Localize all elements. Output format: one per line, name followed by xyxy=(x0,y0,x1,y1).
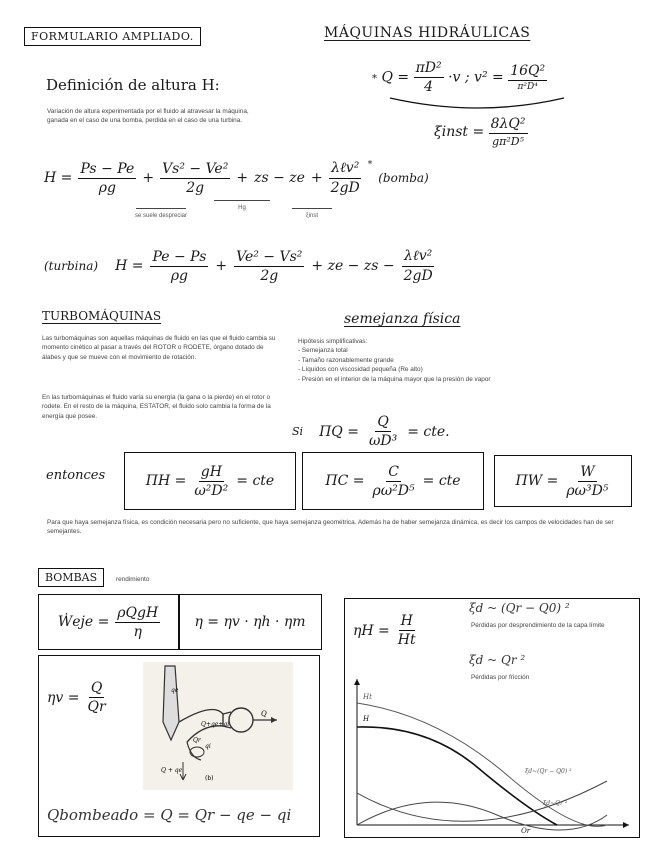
diagram-label: qi xyxy=(205,743,211,750)
hyp-item: - Presión en el interior de la máquina mayor que la presión de vapor xyxy=(298,375,491,383)
hydraulic-efficiency-box xyxy=(344,598,640,838)
eta-v-formula: ηv = $\frac{Q}{Qr}$ xyxy=(47,680,106,715)
hyp-item: - Tamaño razonablemente grande xyxy=(298,356,394,364)
xi-desprendimiento-desc: Pérdidas por desprendimiento de la capa límite xyxy=(471,622,605,629)
eta-h-formula: ηH = $\frac{H}{Ht}$ xyxy=(353,613,416,648)
q-bombeado-formula: Qbombeado = Q = Qr − qe − qi xyxy=(47,806,292,824)
q-velocity-formula: * Q = $\frac{\text{πD²}}{4}$ ·v ; v² = $\frac{\text{16Q²}}{\text{π²D⁴}}$ xyxy=(372,60,546,95)
sep-label: ξd~(Qr − Q0) ² xyxy=(525,768,572,775)
semejanza-note: Para que haya semejanza física, es condición necesaria pero no suficiente, que haya semejanza geométrica. Además ha de haber semejanza dinámica, es decir los campos de velocidades han de ser semejantes. xyxy=(47,519,614,536)
diagram-label: qe xyxy=(171,687,179,694)
diagram-label: Q xyxy=(261,710,267,718)
maquinas-title: MÁQUINAS HIDRÁULICAS xyxy=(324,25,531,41)
turbina-equation: (turbina) H = $\frac{Pe - Ps}{\rho g}$ + $\frac{\text{Ve² − Vs²}}{2g}$ + ze − zs − $\frac{\text{λℓv²}}{2gD}$ xyxy=(44,248,433,284)
weje-box: Ẇeje = $\frac{\text{ρQgH}}{\eta}$ xyxy=(38,594,180,650)
friction-curve xyxy=(357,781,607,821)
semejanza-title: semejanza física xyxy=(344,311,461,327)
eta-total-box: η = ηv · ηh · ηm xyxy=(178,594,322,650)
diagram-label: Q+qe+qi xyxy=(201,721,230,728)
fric-label: ξd~Qr ² xyxy=(543,800,568,807)
bomba-equation: H = $\frac{Ps - Pe}{\rho g}$ + $\frac{\text{Vs² − Ve²}}{2g}$ + zs − ze + $\frac{\text{λℓv²}}{2gD}$ * (bomba) xyxy=(44,160,429,196)
turbomaquinas-p1: Las turbomáquinas son aquellas máquinas de fluido en las que el fluido cambia su momento cinético al pasar a través del ROTOR o RODETE, órgano dotado de álabes y que se mueve con el movimiento de rotación. xyxy=(42,335,276,361)
xi-friccion: ξd ~ Qr ² xyxy=(469,653,526,667)
h-curve xyxy=(357,727,557,825)
bombas-title-box: BOMBAS xyxy=(38,568,104,587)
separation-curve xyxy=(357,802,607,830)
entonces-label: entonces xyxy=(46,468,106,483)
pi-c-box: ΠC = $\frac{C}{\text{ρω²D⁵}}$ = cte xyxy=(302,452,484,510)
brace-line xyxy=(388,96,568,116)
diagram-label: Qr xyxy=(193,737,201,744)
diagram-label: (b) xyxy=(205,775,214,782)
pi-h-box: ΠH = $\frac{gH}{\text{ω²D²}}$ = cte xyxy=(124,452,296,510)
volumetric-box xyxy=(38,655,320,837)
ht-curve xyxy=(357,703,607,826)
turbomaquinas-title: TURBOMÁQUINAS xyxy=(42,309,162,323)
altura-title: Definición de altura H: xyxy=(46,76,220,94)
head-curves-graph xyxy=(347,675,635,833)
h-label: H xyxy=(363,715,370,723)
hyp-item: - Líquidos con viscosidad pequeña (Re alto) xyxy=(298,366,423,374)
pi-w-box: ΠW = $\frac{W}{\text{ρω³D⁵}}$ xyxy=(494,455,632,507)
diagram-label: Q + qe xyxy=(161,767,183,774)
xi-friccion-desc: Pérdidas por fricción xyxy=(471,674,530,681)
x-label: Qr xyxy=(521,827,531,833)
formulario-title-box: FORMULARIO AMPLIADO. xyxy=(24,27,201,46)
pump-leak-diagram xyxy=(143,662,293,790)
rendimiento-label: rendimiento xyxy=(116,576,150,583)
ht-label: Ht xyxy=(363,693,372,701)
xi-desprendimiento: ξd ~ (Qr − Q0) ² xyxy=(469,601,570,615)
pi-q-formula: Si ΠQ = $\frac{Q}{\text{ωD³}}$ = cte. xyxy=(292,414,450,449)
altura-description: Variación de altura experimentada por el fluido al atravesar la máquina, ganada en el caso de una bomba, perdida en el caso de una turbina. xyxy=(47,108,249,125)
hyp-item: - Semejanza total xyxy=(298,347,348,355)
star-mark: * xyxy=(372,73,377,85)
hipotesis-list: Hipótesis simplificativas: - Semejanza total - Tamaño razonablemente grande - Líquidos con viscosidad pequeña (Re alto) - Presión en el interior de la máquina mayor que la presión de vapor xyxy=(298,337,618,384)
turbomaquinas-p2: En las turbomáquinas el fluido varía su energía (la gana o la pierde) en el rotor o rodete. En el resto de la máquina, ESTATOR, el fluido solo cambia la forma de la energía que posee. xyxy=(42,394,271,420)
xi-inst-formula: ξinst = $\frac{\text{8λQ²}}{\text{gπ²D⁵}}$ xyxy=(434,116,526,148)
